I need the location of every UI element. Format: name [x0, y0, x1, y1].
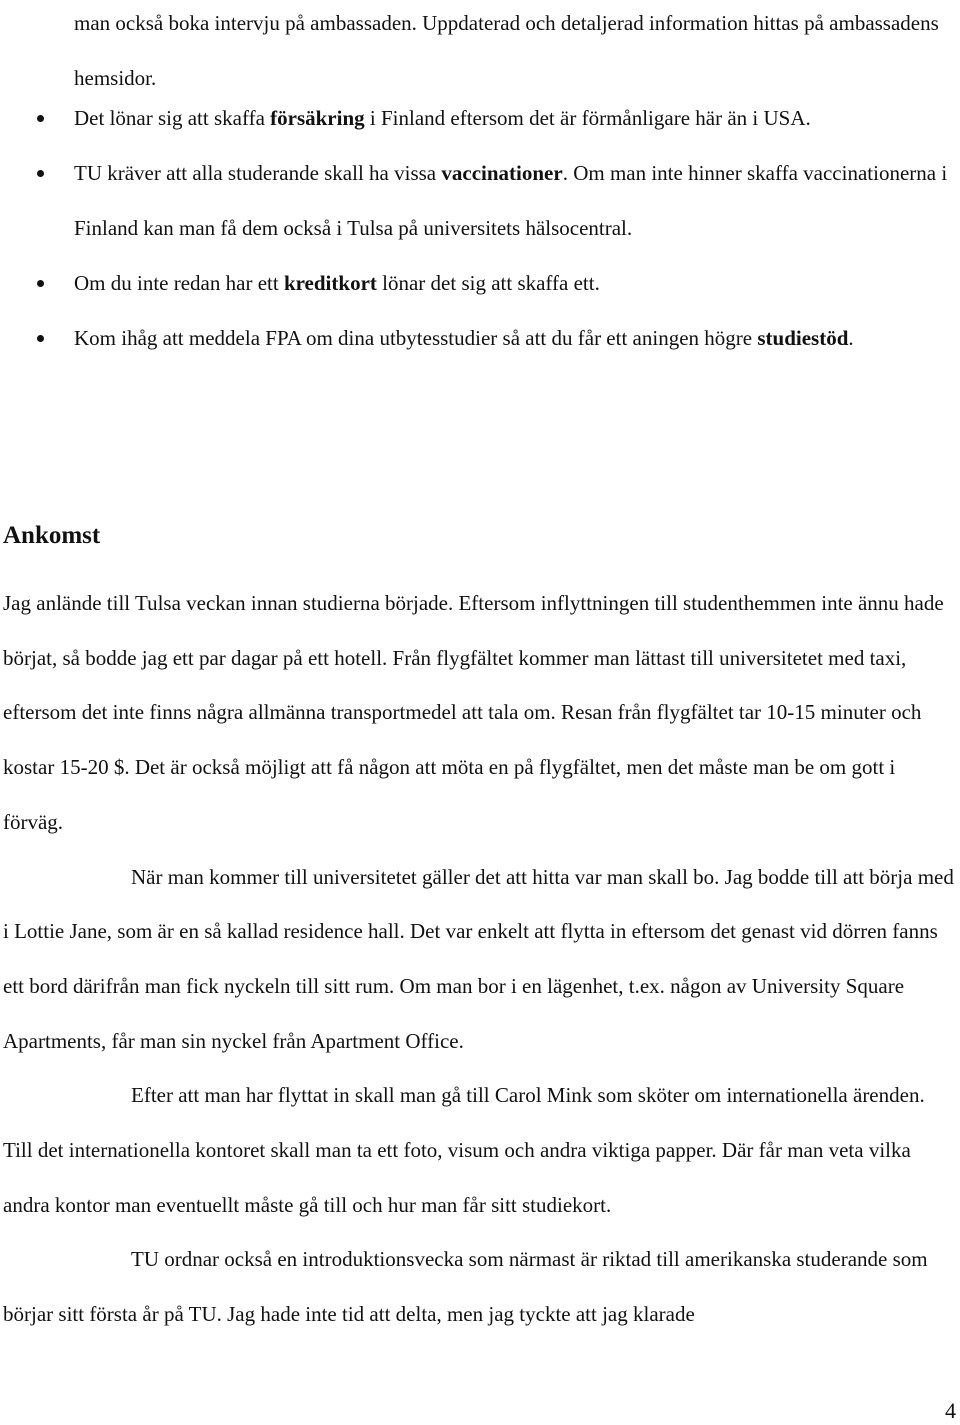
- bullet-text: Det lönar sig att skaffa: [74, 106, 271, 130]
- bullet-icon: [37, 280, 44, 287]
- bullet-keyword: vaccinationer: [441, 161, 563, 185]
- bullet-item: [0, 146, 956, 256]
- bullet-icon: [37, 115, 44, 122]
- bullet-text: lönar det sig att skaffa ett.: [376, 271, 600, 295]
- bullet-item: [0, 256, 956, 311]
- bullet-text: Kom ihåg att meddela FPA om dina utbytesstudier så att du får ett aningen högre: [74, 326, 758, 350]
- bullet-text: Om du inte redan har ett: [74, 271, 284, 295]
- bullet-item: [0, 91, 956, 146]
- bullet-list: [0, 91, 956, 366]
- bullet-icon: [37, 335, 44, 342]
- bullet-keyword: försäkring: [270, 106, 365, 130]
- bullet-text: . Om man inte hinner skaffa vaccinationerna i Finland kan man få dem också i Tulsa på universitets hälsocentral.: [74, 161, 948, 240]
- paragraph: När man kommer till universitetet gäller det att hitta var man skall bo. Jag bodde till att börja med i Lottie Jane, som är en så kallad residence hall. Det var enkelt att flytta in eftersom det genast vid dörren fanns ett bord därifrån man fick nyckeln till sitt rum. Om man bor i en lägenhet, t.ex. någon av University Square Apartments, får man sin nyckel från Apartment Office.: [3, 864, 954, 1053]
- bullet-keyword: studiestöd: [757, 326, 849, 350]
- section-heading: Ankomst: [3, 522, 101, 549]
- paragraph: Jag anlände till Tulsa veckan innan studierna började. Eftersom inflyttningen till studenthemmen inte ännu hade börjat, så bodde jag ett par dagar på ett hotell. Från flygfältet kommer man lättast till universitetet med taxi, eftersom det inte finns några allmänna transportmedel att tala om. Resan från flygfältet tar 10-15 minuter och kostar 15-20 $. Det är också möjligt att få någon att möta en på flygfältet, men det måste man be om gott i förväg.: [3, 591, 944, 834]
- bullet-text: TU kräver att alla studerande skall ha vissa: [74, 161, 442, 185]
- body-text: [3, 576, 955, 1342]
- paragraph: Efter att man har flyttat in skall man gå till Carol Mink som sköter om internationella ärenden. Till det internationella kontoret skall man ta ett foto, visum och andra viktiga papper. Där får man veta vilka andra kontor man eventuellt måste gå till och hur man får sitt studiekort.: [3, 1083, 925, 1217]
- bullet-text: .: [848, 326, 854, 350]
- paragraph: TU ordnar också en introduktionsvecka som närmast är riktad till amerikanska studerande som börjar sitt första år på TU. Jag hade inte tid att delta, men jag tyckte att jag klarade: [3, 1247, 928, 1327]
- bullet-icon: [37, 170, 44, 177]
- bullet-keyword: kreditkort: [283, 271, 377, 295]
- bullet-text: i Finland eftersom det är förmånligare här än i USA.: [364, 106, 811, 130]
- continuation-text: man också boka intervju på ambassaden. Uppdaterad och detaljerad information hittas på ambassadens hemsidor.: [74, 11, 939, 90]
- page-number: 4: [945, 1398, 956, 1423]
- bullet-item: [0, 311, 956, 366]
